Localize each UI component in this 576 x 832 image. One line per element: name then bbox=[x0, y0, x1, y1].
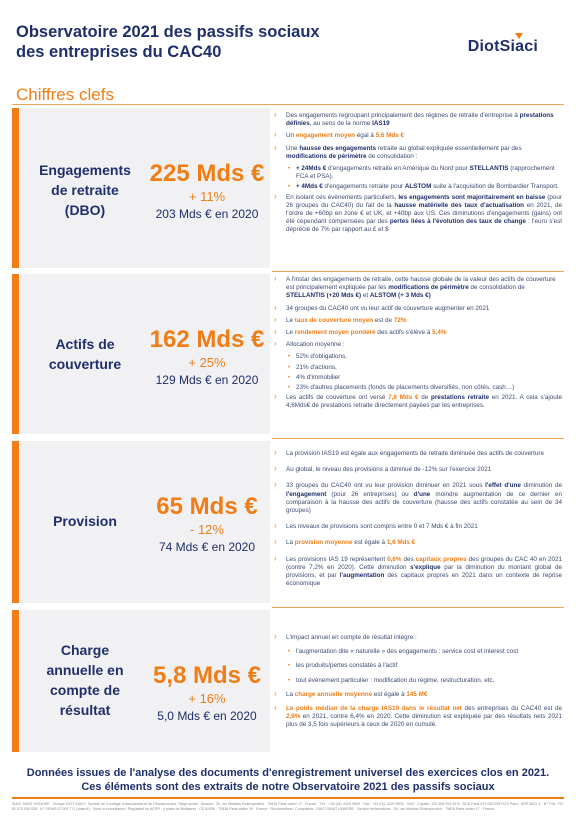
previous-value: 74 Mds € en 2020 bbox=[158, 540, 256, 554]
bullet: › Des engagements regroupant principalement des régimes de retraite d'entreprise à prestations définies, au sens de la norme IAS19 bbox=[274, 112, 562, 128]
sub-bullet: • 23% d'autres placements (fonds de placements diversifiés, non côtés, cash…) bbox=[274, 384, 562, 392]
section-label bbox=[31, 511, 139, 531]
key-value: 162 Mds € bbox=[149, 326, 265, 353]
label-line: résultat bbox=[59, 702, 111, 718]
variation: + 25% bbox=[188, 355, 226, 370]
bullets-charge bbox=[274, 634, 562, 734]
bullet: › Un engagement moyen égal à 5,6 Mds € bbox=[274, 132, 562, 140]
bullet: › Allocation moyenne : bbox=[274, 341, 562, 349]
legal-text: SIACI SAINT HONORE · Groupe DIOT-SIACI · Société de Courtage d'Assurances et de Réassurances. Siège social : Season · 39, rue Mstislav Rostropovitch · 75815 Paris cedex 17 · France · Tél. : +33 (0)1 4420 9999 · Fax : +33 (0)1 4420 9505 · SAS · Capital : 120 356 991,92 € · RCS Paris 572 030 035 RCS Paris · APE 6622 Z · N° TVA : FR 81 572 030 035 · N° ORIAS 07 000 771 (orias.fr) · Sous la surveillance / Regulated by ACPR · 4 place de Budapest · CS 92459 · 75436 Paris cedex 09 · France · Réclamations / Complaints : SIACI SAINT HONORE · Service réclamations · 39, rue Mstislav Rostropovitch · 75815 Paris cedex 17 · France bbox=[12, 802, 563, 811]
key-value: 65 Mds € bbox=[156, 493, 258, 520]
divider bbox=[272, 607, 564, 608]
section-subtitle: Chiffres clefs bbox=[16, 85, 114, 104]
section-label bbox=[31, 160, 139, 220]
bullet: › Au global, le niveau des provisions a diminué de -12% sur l'exercice 2021 bbox=[274, 466, 562, 474]
bullets-provision bbox=[274, 450, 562, 592]
key-figure bbox=[137, 662, 277, 724]
label-line: couverture bbox=[48, 356, 122, 372]
bullets-actifs bbox=[274, 276, 562, 415]
sub-bullet: • 52% d'obligations, bbox=[274, 353, 562, 361]
logo-text: DiotSiaci bbox=[467, 38, 538, 55]
bullet: › Les niveaux de provisions sont compris entre 0 et 7 Mds € à fin 2021 bbox=[274, 523, 562, 531]
previous-value: 5,0 Mds € en 2020 bbox=[157, 709, 257, 723]
divider bbox=[272, 438, 564, 439]
bullet: › L'impact annuel en compte de résultat intègre : bbox=[274, 634, 562, 642]
label-line: Provision bbox=[53, 513, 117, 529]
sub-bullet: • 4% d'immobilier bbox=[274, 374, 562, 382]
key-figure bbox=[137, 326, 277, 388]
footer-line-2: Ces éléments sont des extraits de notre Observatoire 2021 des passifs sociaux bbox=[81, 781, 495, 793]
diotsiaci-logo bbox=[468, 38, 538, 56]
variation: + 16% bbox=[188, 691, 226, 706]
section-provision bbox=[12, 441, 270, 603]
bullet: › Le poids médian de la charge IAS19 dans le résultat net des entreprises du CAC40 est de 2,9% en 2021, contre 6,4% en 2020. Cette diminution est expliquée par des résultats nets 2021 plus de 3,5 fois supérieurs à ceux de 2020 en cumulé. bbox=[274, 705, 562, 730]
bullet: › Les actifs de couverture ont versé 7,8 Mds € de prestations retraite en 2021. A cela s'ajoute 4,6Mds€ de prestations retraite directement payées par les entreprises. bbox=[274, 394, 562, 410]
bullet: › La provision moyenne est égale à 1,6 Mds € bbox=[274, 539, 562, 547]
footer-divider bbox=[12, 797, 564, 799]
bullet: › En isolant ces évènements particuliers, les engagements sont majoritairement en baisse (pour 26 groupes du CAC40) du fait de la hausse matérielle des taux d'actualisation en 2021, de l'ordre de +60bp en zone € et UK, et +40bp aux US. Ces diminutions d'engagements (gains) ont été cependant compensées par des pertes liées à l'évolution des taux de change : l'euro s'est déprécié de 7% par rapport au £ et $ bbox=[274, 194, 562, 235]
bullet: › 34 groupes du CAC40 ont vu leur actif de couverture augmenter en 2021 bbox=[274, 305, 562, 313]
section-charge bbox=[12, 610, 270, 752]
variation: - 12% bbox=[190, 522, 224, 537]
sub-bullet: • 21% d'actions, bbox=[274, 364, 562, 372]
page-title-line-2: des entreprises du CAC40 bbox=[16, 43, 222, 61]
variation: + 11% bbox=[188, 189, 226, 204]
sub-bullet: • les produits/pertes constatés à l'actif bbox=[274, 662, 562, 670]
section-actifs bbox=[12, 274, 270, 434]
sub-bullet: • l'augmentation dite « naturelle » des engagements : service cost et interest cost bbox=[274, 648, 562, 656]
bullet: › A l'instar des engagements de retraite, cette hausse globale de la valeur des actifs de couverture est principalement expliquée par les modifications de périmètre de consolidation de STELLANTIS (+20 Mds €) et ALSTOM (+ 3 Mds €) bbox=[274, 276, 562, 301]
label-line: (DBO) bbox=[64, 202, 106, 218]
label-line: compte de bbox=[49, 682, 120, 698]
label-line: Engagements bbox=[39, 162, 131, 178]
previous-value: 203 Mds € en 2020 bbox=[155, 207, 259, 221]
label-line: Actifs de bbox=[55, 336, 115, 352]
subtitle-divider bbox=[12, 104, 564, 105]
bullet: › Le taux de couverture moyen est de 72% bbox=[274, 317, 562, 325]
bullet: › 33 groupes du CAC40 ont vu leur provision diminuer en 2021 sous l'effet d'une diminution de l'engagement (pour 26 entreprises) ou d'une moindre augmentation de ce dernier en comparaison à la hausse des actifs de couverture (hausse des actifs constatée au sein de 34 groupes) bbox=[274, 482, 562, 515]
section-engagements bbox=[12, 108, 270, 268]
logo-accent-icon bbox=[515, 33, 523, 39]
page-title-line-1: Observatoire 2021 des passifs sociaux bbox=[16, 23, 320, 41]
bullets-engagements bbox=[274, 112, 562, 239]
footer-line-1: Données issues de l'analyse des documents d'enregistrement universel des exercices clos en 2021. bbox=[26, 767, 550, 779]
label-line: de retraite bbox=[51, 182, 119, 198]
divider bbox=[272, 271, 564, 272]
sub-bullet: • + 4Mds € d'engagements retraite pour ALSTOM suite à l'acquisition de Bombardier Transport. bbox=[274, 183, 562, 191]
bullet: › Les provisions IAS 19 représentent 6,6% des capitaux propres des groupes du CAC 40 en 2021 (contre 7,2% en 2020). Cette diminution s'explique par la diminution du montant global de provisions, et par l'augmentation des capitaux propres en 2021 dans un contexte de reprise économique bbox=[274, 556, 562, 589]
key-value: 5,8 Mds € bbox=[152, 662, 262, 689]
key-figure bbox=[137, 160, 277, 222]
key-value: 225 Mds € bbox=[149, 160, 265, 187]
label-line: Charge bbox=[60, 642, 110, 658]
bullet: › Une hausse des engagements retraite au global expliquée essentiellement par des modifications de périmètre de consolidation : bbox=[274, 145, 562, 161]
footer-note bbox=[12, 766, 564, 794]
label-line: annuelle en bbox=[46, 662, 124, 678]
bullet: › La provision IAS19 est égale aux engagements de retraite diminuée des actifs de couverture bbox=[274, 450, 562, 458]
section-label bbox=[31, 334, 139, 374]
sub-bullet: • tout évènement particulier : modification du régime, restructuration, etc. bbox=[274, 677, 562, 685]
bullet: › La charge annuelle moyenne est égale à 145 M€ bbox=[274, 691, 562, 699]
key-figure bbox=[137, 493, 277, 555]
header bbox=[16, 22, 396, 62]
previous-value: 129 Mds € en 2020 bbox=[155, 373, 259, 387]
sub-bullet: • + 24Mds € d'engagements retraite en Amérique du Nord pour STELLANTIS (rapprochement FCA et PSA). bbox=[274, 165, 562, 181]
section-label bbox=[31, 640, 139, 720]
bullet: › Le rendement moyen pondéré des actifs s'élève à 5,4% bbox=[274, 329, 562, 337]
